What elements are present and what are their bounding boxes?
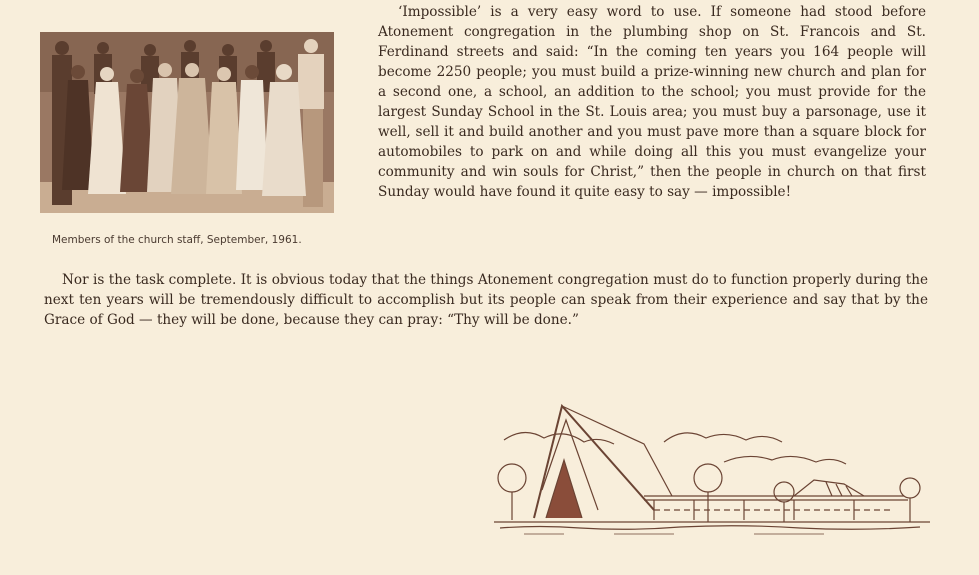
church-staff-photo-figures — [40, 32, 334, 213]
paragraph-impossible: ‘Impossible’ is a very easy word to use. If someone had stood before Atonement congregation in the plumbing shop on St. Francois and St. Ferdinand streets and said: “In the coming ten years you 164 people will become 2250 people; you must build a prize-winning new church and plan for a second one, a school, an addition to the school; you must provide for the largest Sunday School in the St. Louis area; you must buy a parsonage, use it well, sell it and build another and you must pave more than a square block for automobiles to park on and while doing all this you must evangelize your community and win souls for Christ,” then the people in church on that first Sunday would have found it quite easy to say — impossible! — [378, 4, 926, 200]
paragraph-task-complete: Nor is the task complete. It is obvious today that the things Atonement congregation must do to function properly during the next ten years will be tremendously difficult to accomplish but its people can speak from their experience and say that by the Grace of God — they will be done, because they can pray: “Thy will be done.” — [44, 272, 928, 328]
church-building-illustration — [494, 400, 930, 540]
photo-caption: Members of the church staff, September, 1961. — [52, 234, 302, 246]
church-staff-photo — [40, 32, 334, 213]
